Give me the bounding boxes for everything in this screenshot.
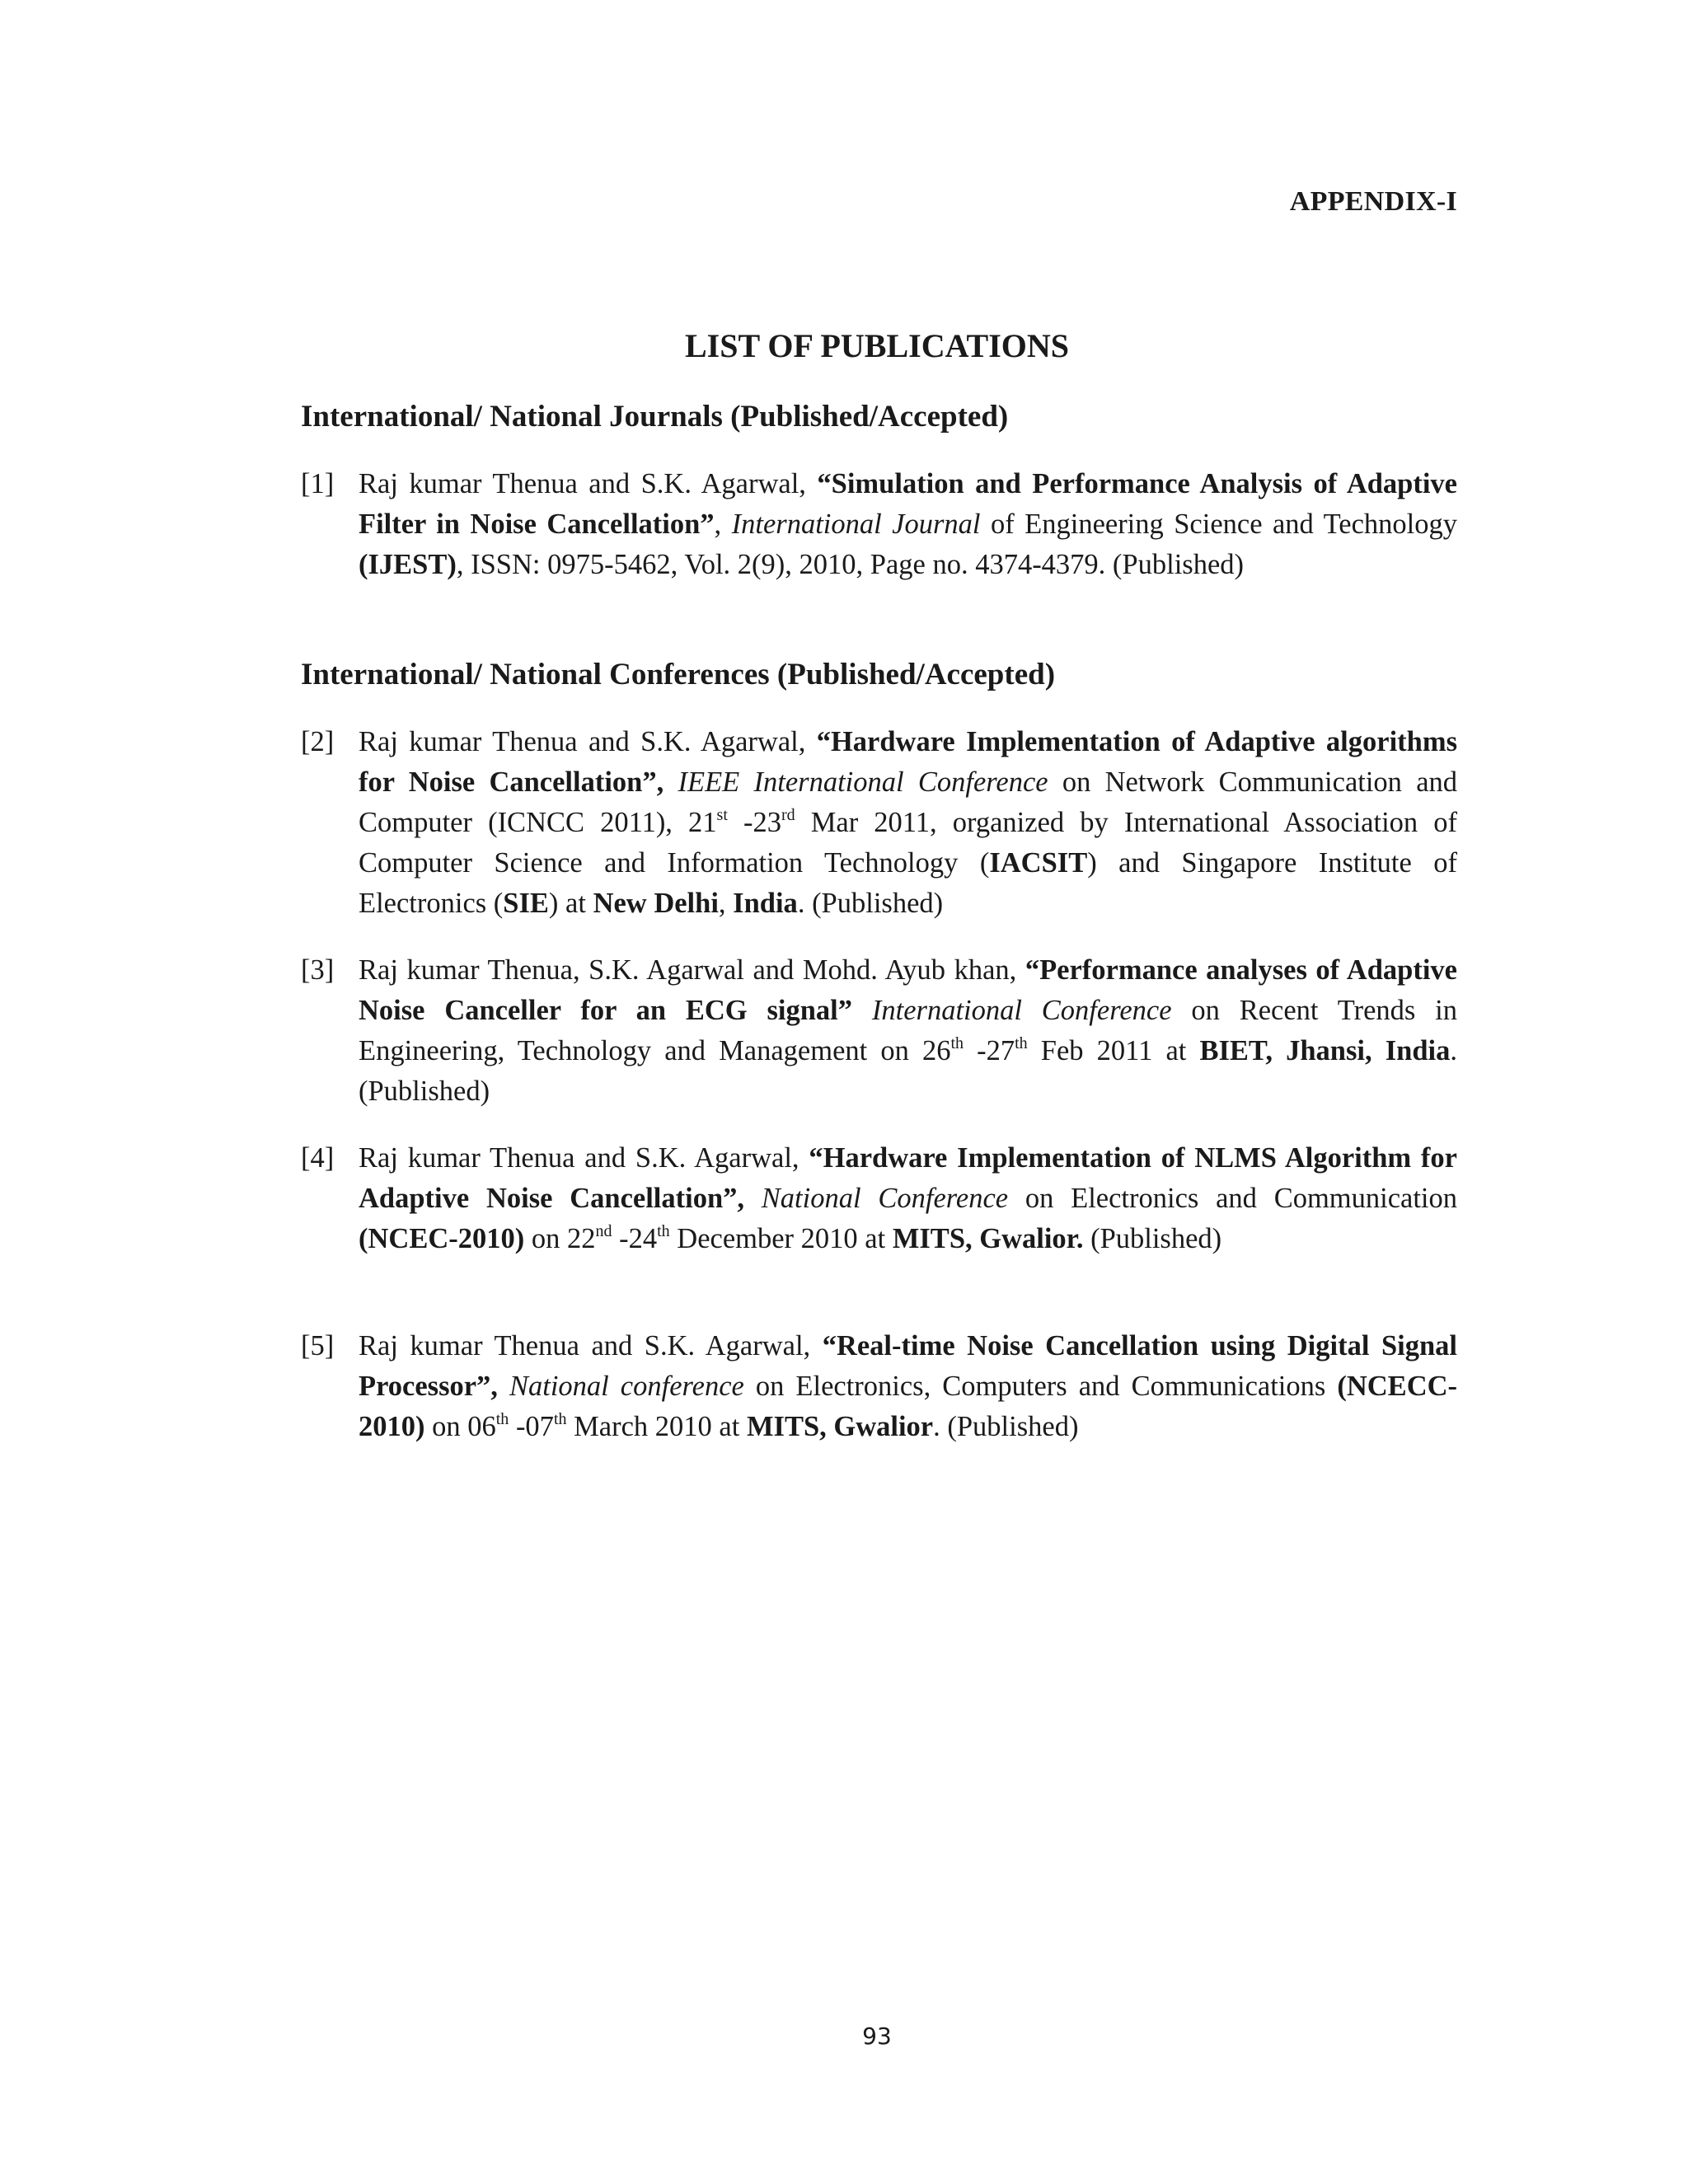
page-number: 93 <box>862 2022 892 2050</box>
entry-date-rest: December 2010 at <box>669 1223 893 1254</box>
entry-venue-abbr: (IJEST) <box>359 549 457 580</box>
entry-date-rest: Feb 2011 at <box>1027 1035 1200 1066</box>
entry-authors: Raj kumar Thenua, S.K. Agarwal and Mohd. Ayub khan, <box>359 954 1025 986</box>
entry-number: [5] <box>301 1330 335 1361</box>
entry-org-sie: SIE <box>503 888 549 919</box>
entry-venue: on Electronics, Computers and Communications <box>743 1371 1338 1402</box>
entry-date-start-suffix: nd <box>595 1222 612 1240</box>
entry-date-start: 22 <box>566 1223 596 1254</box>
entry-date-rest: March 2010 at <box>566 1411 747 1442</box>
appendix-label: APPENDIX-I <box>1289 186 1457 217</box>
entry-venue-italic: National Conference <box>761 1183 1009 1214</box>
entry-venue: on Network Communication and Computer (ICNCC 2011), <box>359 766 1458 838</box>
entry-location: BIET, Jhansi, India <box>1199 1035 1451 1066</box>
entry-paper-title: “Performance analyses of Adaptive Noise Canceller for an ECG signal” <box>359 954 1457 1026</box>
entry-date-start: 06 <box>467 1411 496 1442</box>
section-heading-journals: International/ National Journals (Published/Accepted) <box>301 400 1009 434</box>
entry-separator <box>663 766 678 798</box>
page-title: LIST OF PUBLICATIONS <box>684 327 1070 364</box>
entry-date-end-suffix: th <box>1015 1034 1028 1052</box>
entry-date-end-suffix: rd <box>781 806 795 824</box>
entry-status: . (Published) <box>797 888 944 919</box>
entry-separator <box>498 1371 509 1402</box>
entry-paper-title: “Hardware Implementation of NLMS Algorithm for Adaptive Noise Cancellation”, <box>359 1142 1457 1214</box>
entry-date-start-suffix: th <box>495 1410 509 1428</box>
entry-status: . (Published) <box>359 1035 1457 1107</box>
entry-status: . (Published) <box>933 1411 1079 1442</box>
entry-body <box>359 950 1457 1112</box>
entry-venue: on Electronics and Communication <box>1008 1183 1458 1214</box>
entry-org-text: ) and Singapore Institute of Electronics ( <box>359 847 1457 919</box>
entry-authors: Raj kumar Thenua and S.K. Agarwal, <box>359 726 817 757</box>
entry-venue-italic: National conference <box>509 1371 744 1402</box>
entry-status: (Published) <box>1083 1223 1222 1254</box>
entry-location-comma: , <box>718 888 734 919</box>
entry-authors: Raj kumar Thenua and S.K. Agarwal, <box>359 1142 809 1174</box>
publication-entry-1 <box>301 464 1457 585</box>
entry-date-end: -23 <box>727 807 781 838</box>
entry-separator: , <box>714 509 732 540</box>
publication-entry-5 <box>301 1326 1457 1447</box>
entry-date-end: -24 <box>612 1223 658 1254</box>
entry-date-end-suffix: th <box>553 1410 567 1428</box>
entry-date-start: 21 <box>688 807 717 838</box>
entry-venue-italic: International Journal <box>731 509 981 540</box>
entry-number: [3] <box>301 954 335 986</box>
entry-location-city: New Delhi <box>593 888 719 919</box>
entry-separator <box>744 1183 762 1214</box>
entry-on-text: on <box>524 1223 567 1254</box>
entry-number: [4] <box>301 1142 335 1174</box>
entry-details: , ISSN: 0975-5462, Vol. 2(9), 2010, Page no. 4374-4379. (Published) <box>456 549 1245 580</box>
entry-paper-title: “Real-time Noise Cancellation using Digital Signal Processor”, <box>359 1330 1457 1402</box>
entry-number: [2] <box>301 726 335 757</box>
entry-separator <box>852 995 872 1026</box>
entry-venue: of Engineering Science and Technology <box>980 509 1457 540</box>
entry-date-start: 26 <box>921 1035 951 1066</box>
publication-entry-2 <box>301 722 1457 924</box>
entry-number: [1] <box>301 468 335 499</box>
entry-date-end: -27 <box>964 1035 1015 1066</box>
entry-location: MITS, Gwalior <box>746 1411 934 1442</box>
entry-paper-title: “Simulation and Performance Analysis of Adaptive Filter in Noise Cancellation” <box>359 468 1457 540</box>
entry-body <box>359 722 1457 924</box>
entry-date-start-suffix: st <box>716 806 728 824</box>
entry-location: MITS, Gwalior. <box>892 1223 1084 1254</box>
section-heading-conferences: International/ National Conferences (Published/Accepted) <box>301 658 1056 691</box>
entry-date-start-suffix: th <box>950 1034 964 1052</box>
entry-body <box>359 464 1457 585</box>
entry-paper-title: “Hardware Implementation of Adaptive algorithms for Noise Cancellation”, <box>359 726 1457 798</box>
entry-body <box>359 1138 1457 1259</box>
entry-location-prefix: ) at <box>548 888 593 919</box>
publication-entry-3 <box>301 950 1457 1112</box>
entry-authors: Raj kumar Thenua and S.K. Agarwal, <box>359 1330 823 1361</box>
publication-entry-4 <box>301 1138 1457 1259</box>
entry-venue-italic: International Conference <box>871 995 1172 1026</box>
entry-authors: Raj kumar Thenua and S.K. Agarwal, <box>359 468 818 499</box>
entry-venue-italic: IEEE International Conference <box>678 766 1048 798</box>
entry-date-end-suffix: th <box>657 1222 670 1240</box>
entry-date-rest: Mar 2011, organized by International Association of Computer Science and Information Technology ( <box>359 807 1457 879</box>
entry-venue: on Recent Trends in Engineering, Technology and Management on <box>359 995 1457 1066</box>
entry-org-iacsit: IACSIT <box>989 847 1088 879</box>
entry-on-text: on <box>424 1411 468 1442</box>
entry-location-country: India <box>733 888 798 919</box>
entry-date-end: -07 <box>509 1411 554 1442</box>
entry-body <box>359 1326 1457 1447</box>
entry-venue-abbr: (NCECC-2010) <box>359 1371 1458 1442</box>
entry-venue-abbr: (NCEC-2010) <box>359 1223 525 1254</box>
